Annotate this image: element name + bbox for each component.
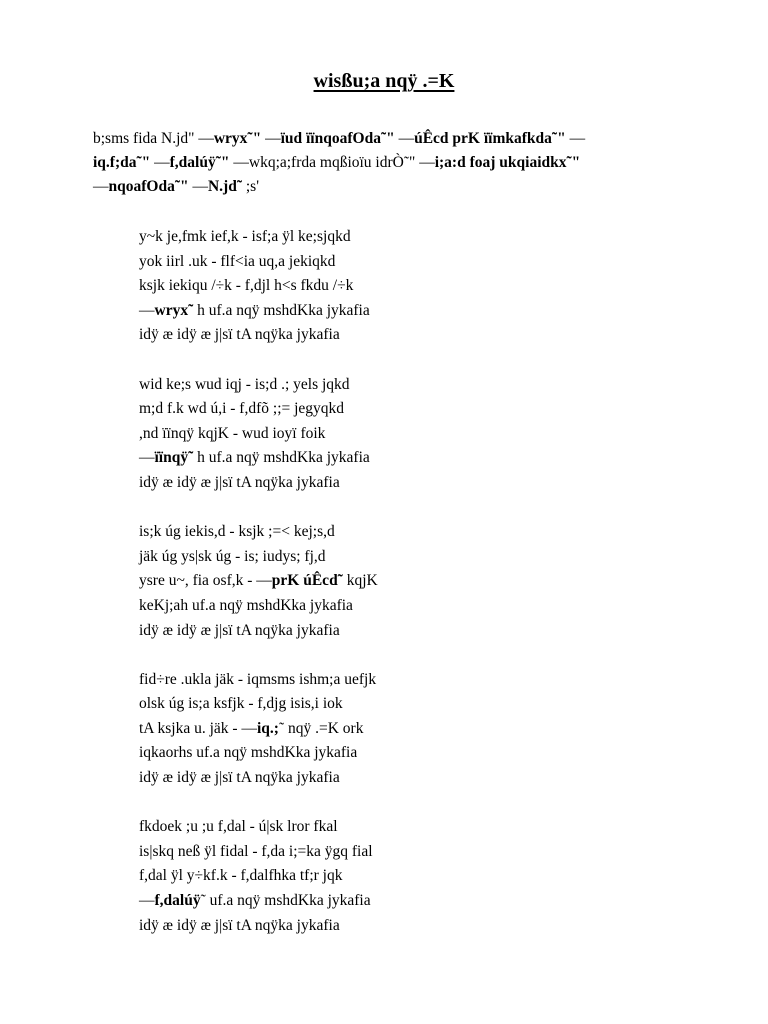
text-segment: m;d f.k wd ú,i - f,dfõ ;;= jegyqkd bbox=[139, 400, 345, 418]
text-segment: ˜ nqÿ .=K ork bbox=[278, 719, 364, 737]
text-segment: is;k úg iekis,d - ksjk ;=< kej;s,d bbox=[139, 523, 335, 541]
text-segment: kqjK bbox=[342, 572, 378, 590]
text-line bbox=[139, 668, 699, 693]
bold-term: ïïnqÿ˜ bbox=[154, 449, 194, 467]
stanza bbox=[139, 668, 699, 791]
text-line bbox=[139, 274, 699, 299]
text-line bbox=[139, 569, 699, 594]
text-segment: b;sms fida N.jd" — bbox=[93, 130, 214, 147]
bold-term: N.jd˜ bbox=[207, 178, 242, 195]
bold-term: prK úÊcd˜ bbox=[271, 572, 343, 590]
text-segment: fkdoek ;u ;u f,dal - ú|sk lror fkal bbox=[139, 818, 338, 836]
text-segment: ksjk iekiqu /÷k - f,djl h<s fkdu /÷k bbox=[139, 277, 354, 295]
text-segment: ˜ uf.a nqÿ mshdKka jykafia bbox=[200, 892, 371, 910]
bold-term: wryx˜" bbox=[213, 130, 262, 147]
text-line bbox=[139, 250, 699, 275]
text-segment: — bbox=[261, 130, 281, 147]
text-segment: fid÷re .ukla jäk - iqmsms ishm;a uefjk bbox=[139, 670, 377, 688]
text-segment: — bbox=[93, 178, 109, 195]
text-line bbox=[139, 840, 699, 865]
text-segment: h uf.a nqÿ mshdKka jykafia bbox=[193, 449, 370, 467]
text-segment: ;s' bbox=[242, 178, 260, 195]
text-line bbox=[93, 127, 693, 151]
text-segment: — bbox=[565, 130, 586, 147]
text-line bbox=[139, 889, 699, 914]
text-segment: y~k je,fmk ief,k - isf;a ÿl ke;sjqkd bbox=[139, 228, 351, 245]
text-line bbox=[139, 692, 699, 717]
text-line bbox=[139, 446, 699, 471]
bold-term: f,dalúÿ bbox=[154, 892, 201, 910]
text-segment: wid ke;s wud iqj - is;d .; yels jqkd bbox=[139, 375, 350, 393]
bold-term: f,dalúÿ˜" bbox=[169, 154, 230, 171]
text-segment: iqkaorhs uf.a nqÿ mshdKka jykafia bbox=[139, 744, 358, 762]
text-segment: — bbox=[394, 130, 415, 147]
bold-term: iq.f;da˜" bbox=[93, 154, 151, 171]
page-title: wisßu;a nqÿ .=K bbox=[313, 70, 455, 92]
text-line bbox=[93, 151, 693, 175]
text-segment: keKj;ah uf.a nqÿ mshdKka jykafia bbox=[139, 596, 353, 614]
text-segment: ysre u~, fia osf,k - — bbox=[139, 572, 272, 590]
text-segment: idÿ æ idÿ æ j|sï tA nqÿka jykafia bbox=[139, 769, 340, 787]
stanza bbox=[139, 373, 699, 496]
text-line bbox=[139, 373, 699, 398]
text-segment: jäk úg ys|sk úg - is; iudys; fj,d bbox=[139, 547, 326, 565]
text-segment: — bbox=[188, 178, 208, 195]
text-line bbox=[139, 594, 699, 619]
text-segment: tA ksjka u. jäk - — bbox=[139, 719, 257, 737]
bold-term: wryx˜ bbox=[154, 301, 194, 319]
text-line bbox=[139, 766, 699, 791]
text-line bbox=[139, 717, 699, 742]
text-segment: idÿ æ idÿ æ j|sï tA nqÿka jykafia bbox=[139, 621, 340, 639]
text-segment: idÿ æ idÿ æ j|sï tA nqÿka jykafia bbox=[139, 916, 340, 934]
text-segment: is|skq neß ÿl fidal - f,da i;=ka ÿgq fial bbox=[139, 842, 373, 860]
text-line bbox=[139, 471, 699, 496]
text-line bbox=[139, 299, 699, 324]
text-segment: — bbox=[139, 301, 155, 319]
text-segment: ,nd ïïnqÿ kqjK - wud ioyï foik bbox=[139, 424, 326, 442]
text-segment: — bbox=[139, 449, 155, 467]
text-line bbox=[139, 225, 699, 250]
text-line bbox=[139, 815, 699, 840]
bold-term: i;a:d foaj ukqiaidkx˜" bbox=[434, 154, 581, 171]
bold-term: iq.; bbox=[256, 719, 279, 737]
bold-term: ïud ïïnqoafOda˜" bbox=[280, 130, 395, 147]
text-line bbox=[139, 422, 699, 447]
text-line bbox=[139, 741, 699, 766]
text-segment: olsk úg is;a ksfjk - f,djg isis,i iok bbox=[139, 695, 343, 713]
text-segment: yok iirl .uk - flf<ia uq,a jekiqkd bbox=[139, 252, 336, 270]
text-line bbox=[139, 864, 699, 889]
text-segment: — bbox=[150, 154, 170, 171]
text-line bbox=[139, 545, 699, 570]
bold-term: úÊcd prK ïïmkafkda˜" bbox=[414, 130, 566, 147]
text-line bbox=[139, 323, 699, 348]
intro-paragraph bbox=[93, 127, 693, 199]
text-line bbox=[139, 397, 699, 422]
text-segment: — bbox=[139, 892, 155, 910]
text-line bbox=[93, 175, 693, 199]
text-segment: idÿ æ idÿ æ j|sï tA nqÿka jykafia bbox=[139, 473, 340, 491]
stanza bbox=[139, 815, 699, 938]
text-segment: idÿ æ idÿ æ j|sï tA nqÿka jykafia bbox=[139, 326, 340, 344]
bold-term: nqoafOda˜" bbox=[108, 178, 189, 195]
text-segment: f,dal ÿl y÷kf.k - f,dalfhka tf;r jqk bbox=[139, 867, 343, 885]
stanza bbox=[139, 520, 699, 643]
text-line bbox=[139, 914, 699, 939]
stanza bbox=[139, 225, 699, 348]
text-line bbox=[139, 520, 699, 545]
text-line bbox=[139, 619, 699, 644]
text-segment: —wkq;a;frda mqßioïu idrÒ˜" — bbox=[229, 154, 435, 171]
verse-body bbox=[139, 225, 699, 963]
text-segment: h uf.a nqÿ mshdKka jykafia bbox=[193, 301, 370, 319]
